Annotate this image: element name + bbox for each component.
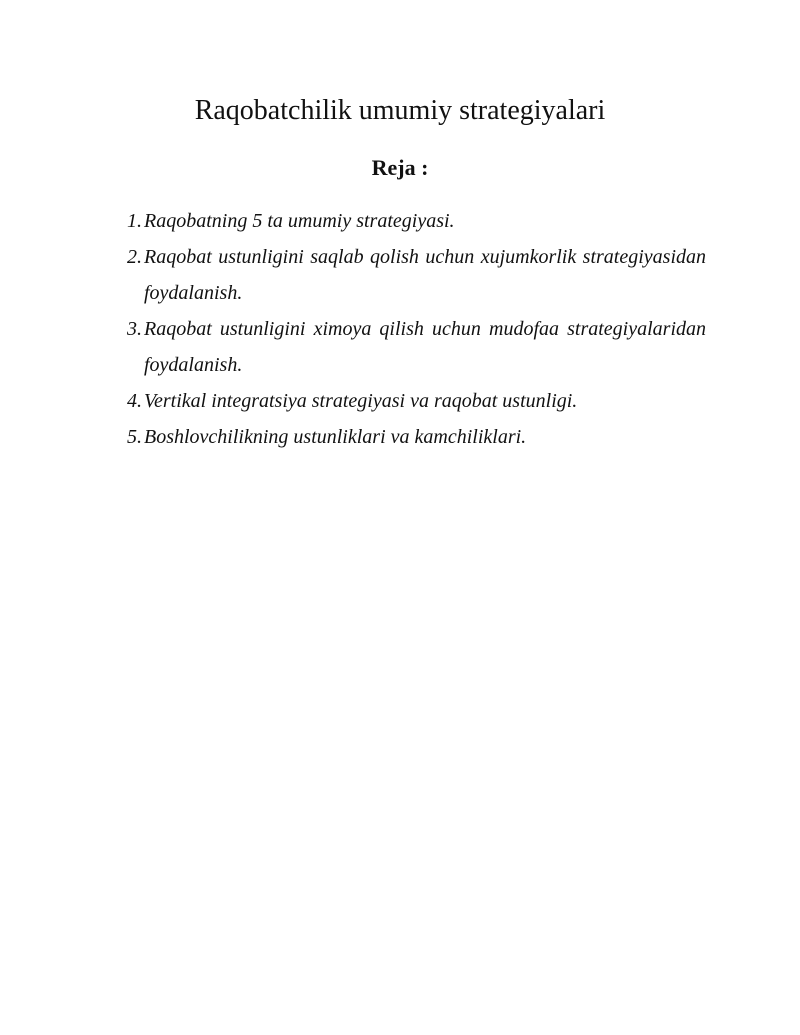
plan-heading: Reja : (371, 155, 429, 180)
list-item (112, 239, 706, 311)
list-item-number: 4. (127, 390, 142, 412)
plan-list (112, 203, 706, 455)
list-item-number: 1. (127, 210, 142, 232)
list-item-text: Boshlovchilikning ustunliklari va kamchiliklari. (144, 426, 527, 448)
list-item-text: Raqobat ustunligini ximoya qilish uchun mudofaa strategiyalaridan foydalanish. (144, 318, 706, 376)
list-item-number: 3. (127, 318, 142, 340)
list-item-text: Raqobatning 5 ta umumiy strategiyasi. (144, 210, 455, 232)
document-title: Raqobatchilik umumiy strategiyalari (194, 95, 606, 126)
list-item (112, 311, 706, 383)
list-item-number: 5. (127, 426, 142, 448)
list-item (112, 383, 706, 419)
list-item (112, 419, 706, 455)
list-item-text: Vertikal integratsiya strategiyasi va raqobat ustunligi. (144, 390, 578, 412)
list-item-text: Raqobat ustunligini saqlab qolish uchun xujumkorlik strategiyasidan foydalanish. (144, 246, 706, 304)
list-item (112, 203, 706, 239)
list-item-number: 2. (127, 246, 142, 268)
